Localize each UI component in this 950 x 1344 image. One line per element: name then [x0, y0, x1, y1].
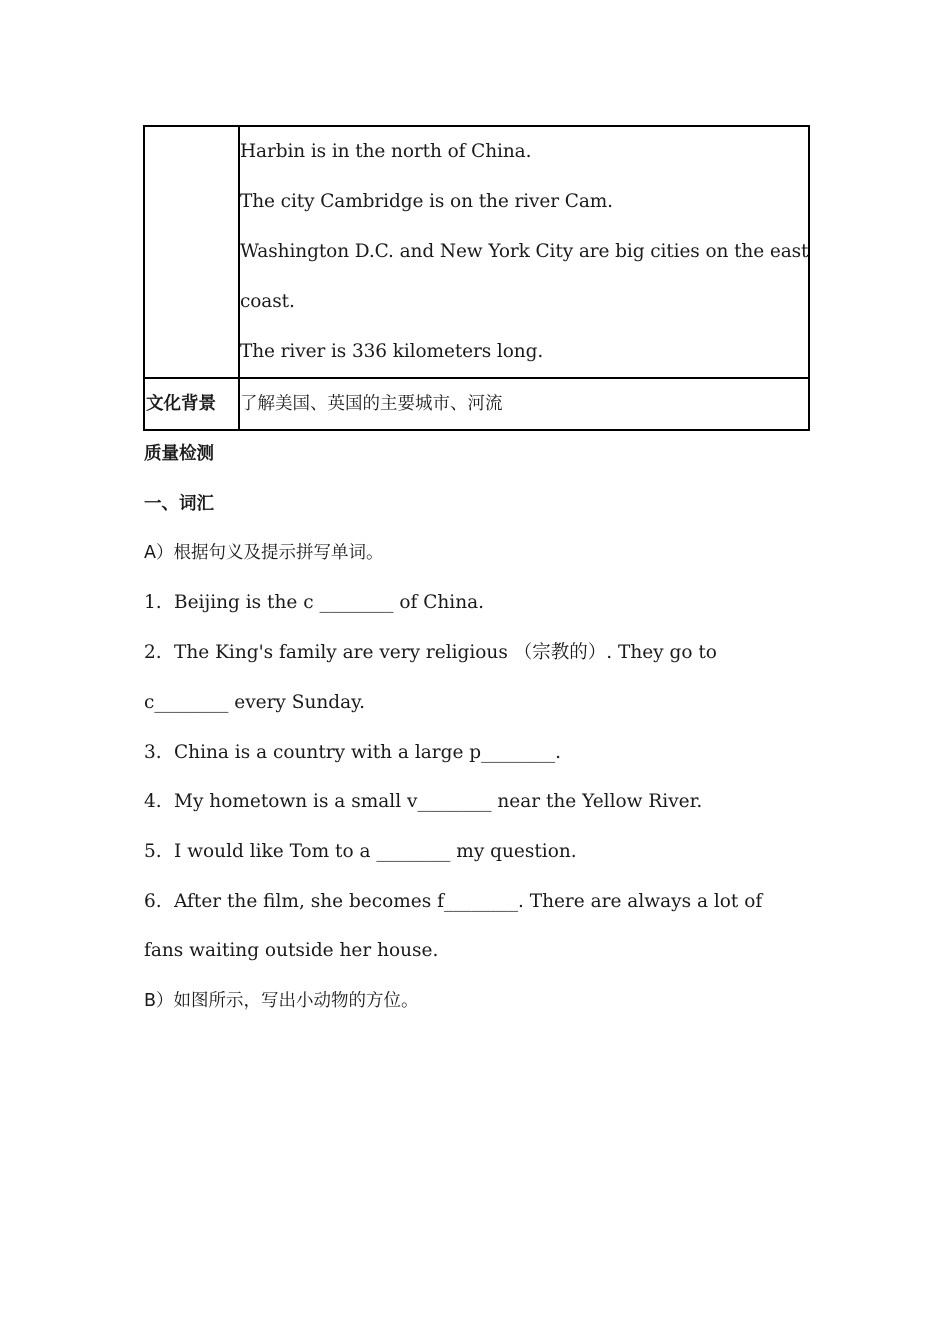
sentence-line: Harbin is in the north of China. — [240, 141, 532, 162]
question-3 — [144, 739, 561, 767]
question-number: 6. — [144, 891, 162, 912]
table-label-cell — [144, 378, 239, 430]
info-table — [143, 125, 810, 431]
question-number: 2. — [144, 642, 162, 663]
sentence-line: The city Cambridge is on the river Cam. — [240, 191, 613, 212]
sentence-line: Washington D.C. and New York City are big cities on the east — [240, 241, 809, 262]
table-row — [144, 378, 809, 430]
question-text: China is a country with a large p________. — [174, 742, 562, 763]
sentence-line: The river is 336 kilometers long. — [240, 341, 544, 362]
culture-description: 了解美国、英国的主要城市、河流 — [240, 394, 503, 414]
question-number: 3. — [144, 742, 162, 763]
question-number: 4. — [144, 791, 162, 812]
part-a-instruction: A）根据句义及提示拼写单词。 — [144, 543, 384, 563]
table-content-cell — [239, 378, 809, 430]
question-text: The King's family are very religious （宗教的）. They go to — [174, 642, 717, 663]
table-row — [144, 126, 809, 378]
part-b-instruction: B）如图所示，写出小动物的方位。 — [144, 991, 419, 1011]
question-text: Beijing is the c ________ of China. — [174, 592, 485, 613]
question-number: 5. — [144, 841, 162, 862]
question-text: After the film, she becomes f________. There are always a lot of — [174, 891, 763, 912]
question-2 — [144, 639, 717, 667]
sentence-line: coast. — [240, 291, 295, 312]
question-6 — [144, 888, 762, 916]
question-text: I would like Tom to a ________ my question. — [174, 841, 577, 862]
table-content-cell — [239, 126, 809, 378]
question-number: 1. — [144, 592, 162, 613]
table-label-culture: 文化背景 — [146, 394, 216, 414]
question-text: My hometown is a small v________ near the Yellow River. — [174, 791, 703, 812]
question-4 — [144, 788, 702, 816]
question-2-continuation: c________ every Sunday. — [144, 692, 366, 713]
section-subtitle: 一、词汇 — [144, 494, 214, 514]
question-5 — [144, 838, 577, 866]
table-label — [145, 127, 238, 177]
table-label-cell — [144, 126, 239, 378]
question-1 — [144, 589, 484, 617]
section-title: 质量检测 — [144, 444, 214, 464]
question-6-continuation: fans waiting outside her house. — [144, 940, 439, 961]
